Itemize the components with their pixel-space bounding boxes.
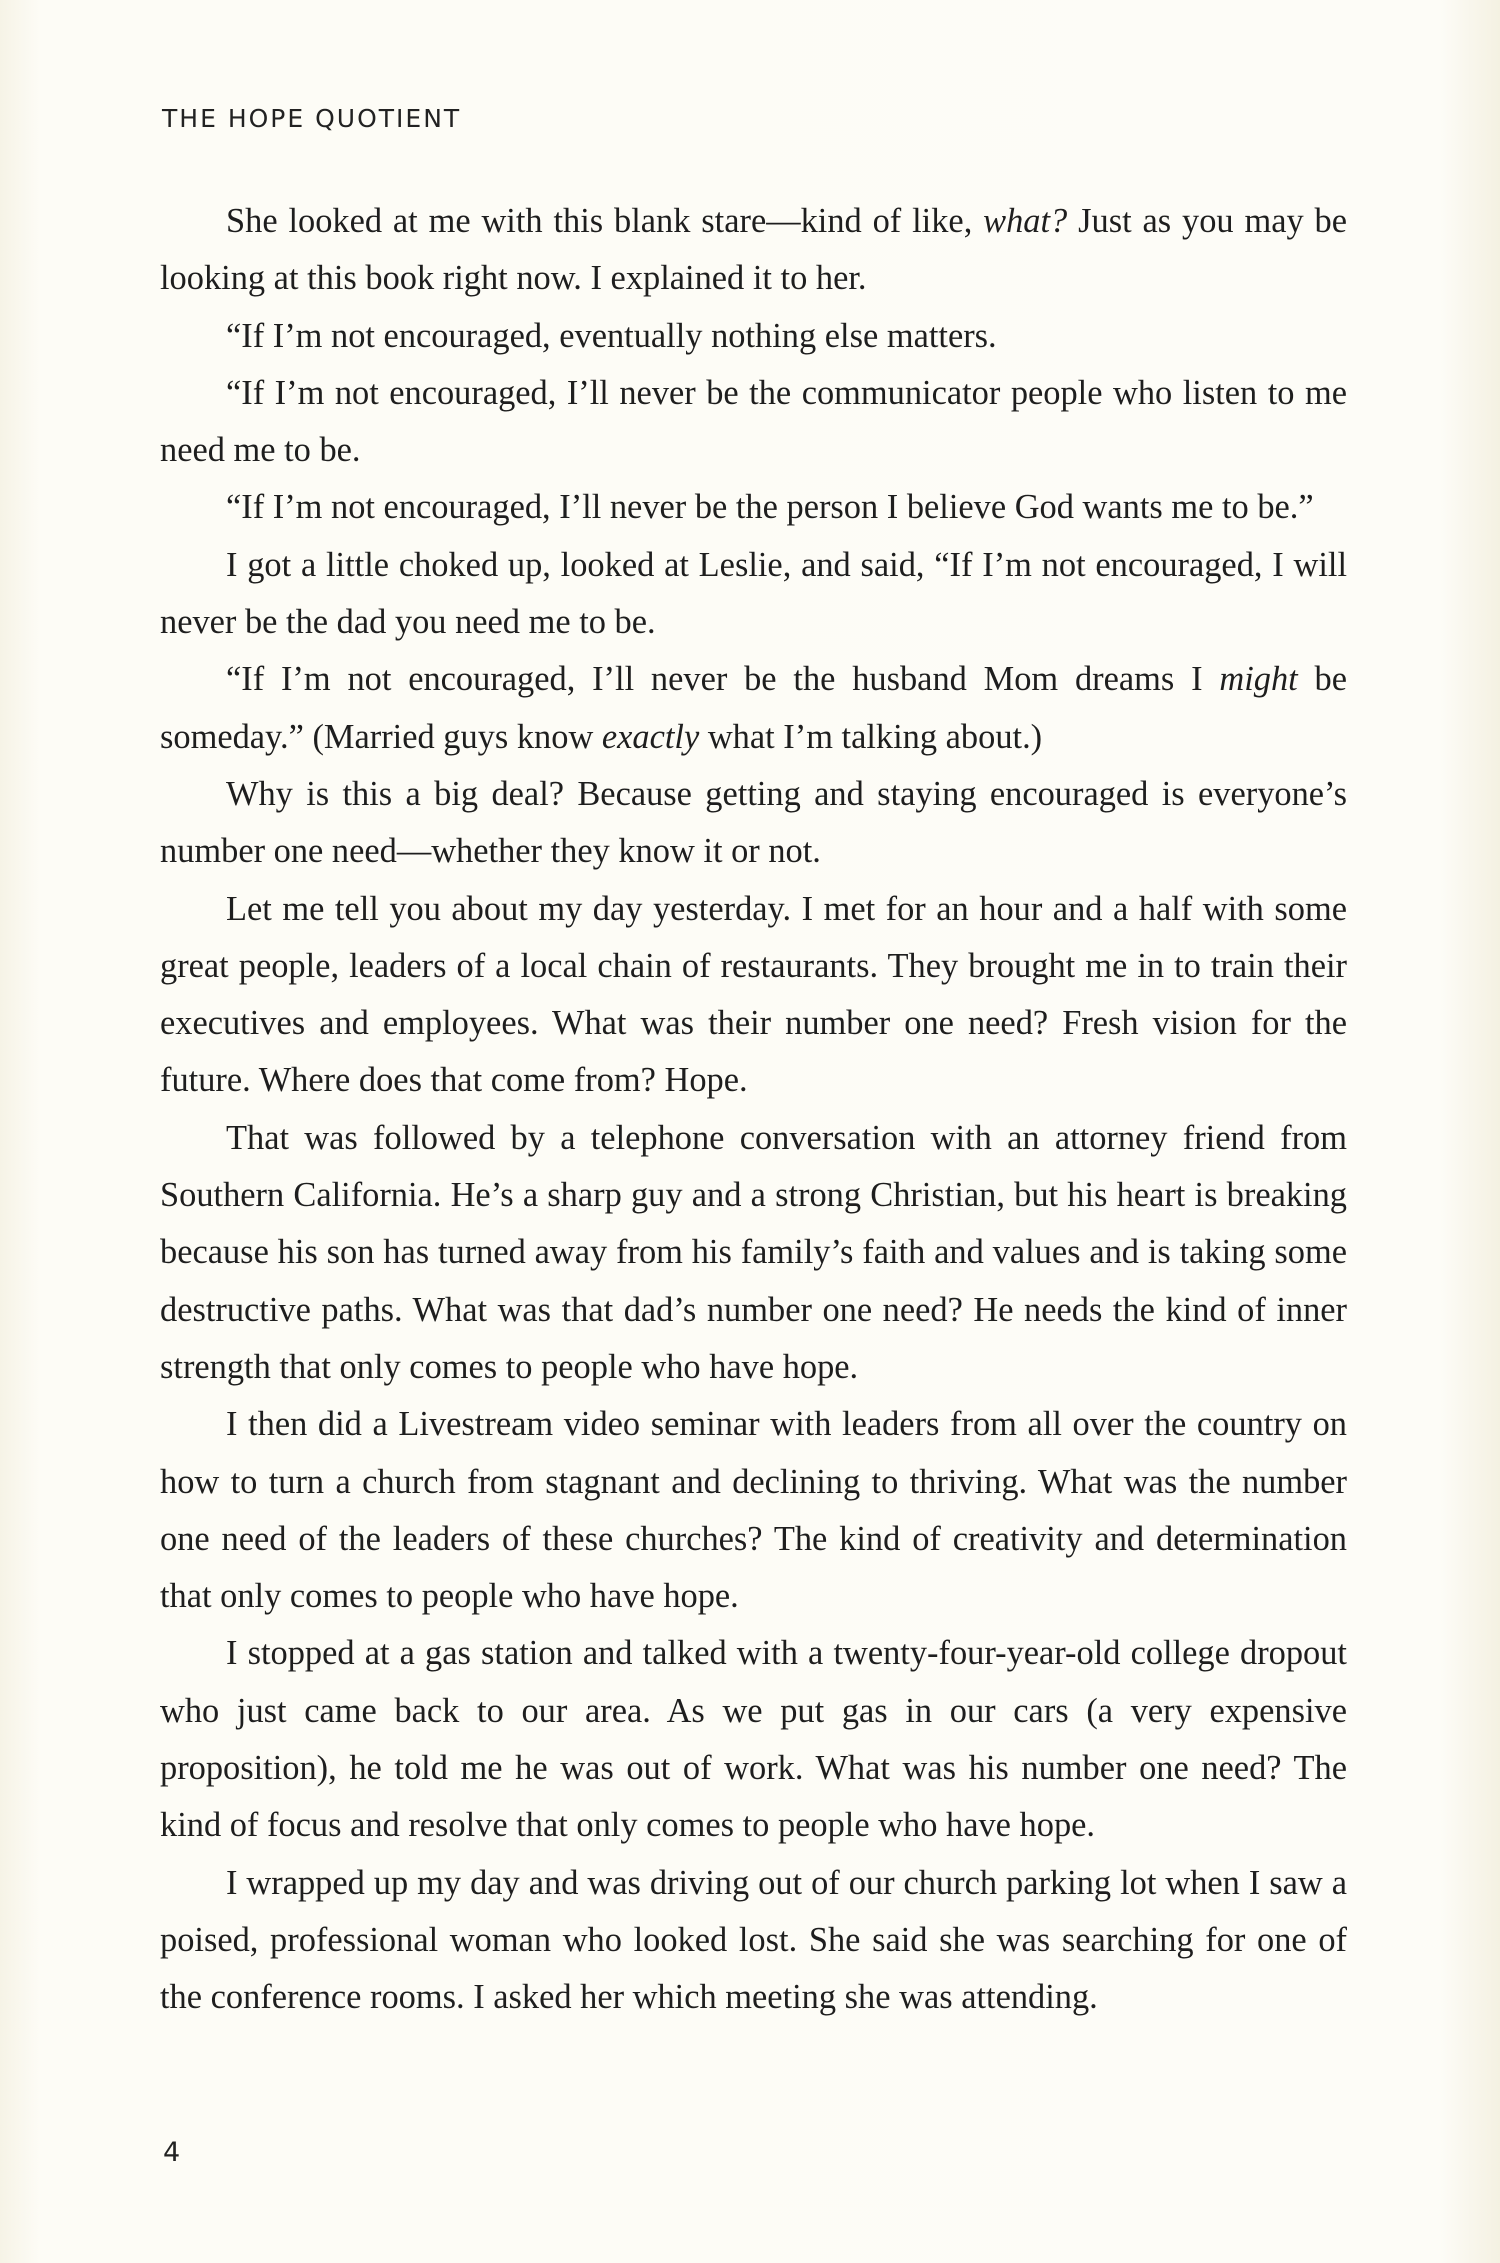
paragraph: That was followed by a telephone conversation with an attorney friend from Southern California. He’s a sharp guy and a strong Christian, but his heart is breaking because his son has turned away from his family’s faith and values and is taking some destructive paths. What was that dad’s number one need? He needs the kind of inner strength that only comes to people who have hope. — [160, 1118, 1347, 1386]
paragraph: She looked at me with this blank stare—kind of like, what? Just as you may be looking at this book right now. I explained it to her. — [160, 202, 1347, 298]
paragraph: “If I’m not encouraged, I’ll never be the husband Mom dreams I might be someday.” (Married guys know exactly what I’m talking about.) — [160, 660, 1348, 756]
paragraph: Why is this a big deal? Because getting and staying encouraged is everyone’s number one need—whether they know it or not. — [160, 774, 1347, 871]
paragraph: “If I’m not encouraged, I’ll never be the communicator people who listen to me need me to be. — [160, 373, 1347, 470]
paragraph: I got a little choked up, looked at Leslie, and said, “If I’m not encouraged, I will never be the dad you need me to be. — [160, 545, 1347, 642]
paragraph: “If I’m not encouraged, I’ll never be the person I believe God wants me to be.” — [226, 488, 1314, 527]
paragraph: I stopped at a gas station and talked with a twenty-four-year-old college dropout who just came back to our area. As we put gas in our cars (a very expensive proposition), he told me he was out of work. What was his number one need? The kind of focus and resolve that only comes to people who have hope. — [160, 1634, 1347, 1845]
body-text — [160, 193, 1347, 2027]
running-head: THE HOPE QUOTIENT — [162, 104, 462, 133]
paragraph: Let me tell you about my day yesterday. I met for an hour and a half with some great people, leaders of a local chain of restaurants. They brought me in to train their executives and employees. What was their number one need? Fresh vision for the future. Where does that come from? Hope. — [160, 889, 1347, 1100]
paragraph: “If I’m not encouraged, eventually nothing else matters. — [226, 316, 997, 355]
paragraph: I wrapped up my day and was driving out of our church parking lot when I saw a poised, professional woman who looked lost. She said she was searching for one of the conference rooms. I asked her which meeting she was attending. — [160, 1863, 1347, 2017]
page-number: 4 — [163, 2137, 181, 2168]
paragraph: I then did a Livestream video seminar with leaders from all over the country on how to turn a church from stagnant and declining to thriving. What was the number one need of the leaders of these churches? The kind of creativity and determination that only comes to people who have hope. — [160, 1405, 1347, 1616]
